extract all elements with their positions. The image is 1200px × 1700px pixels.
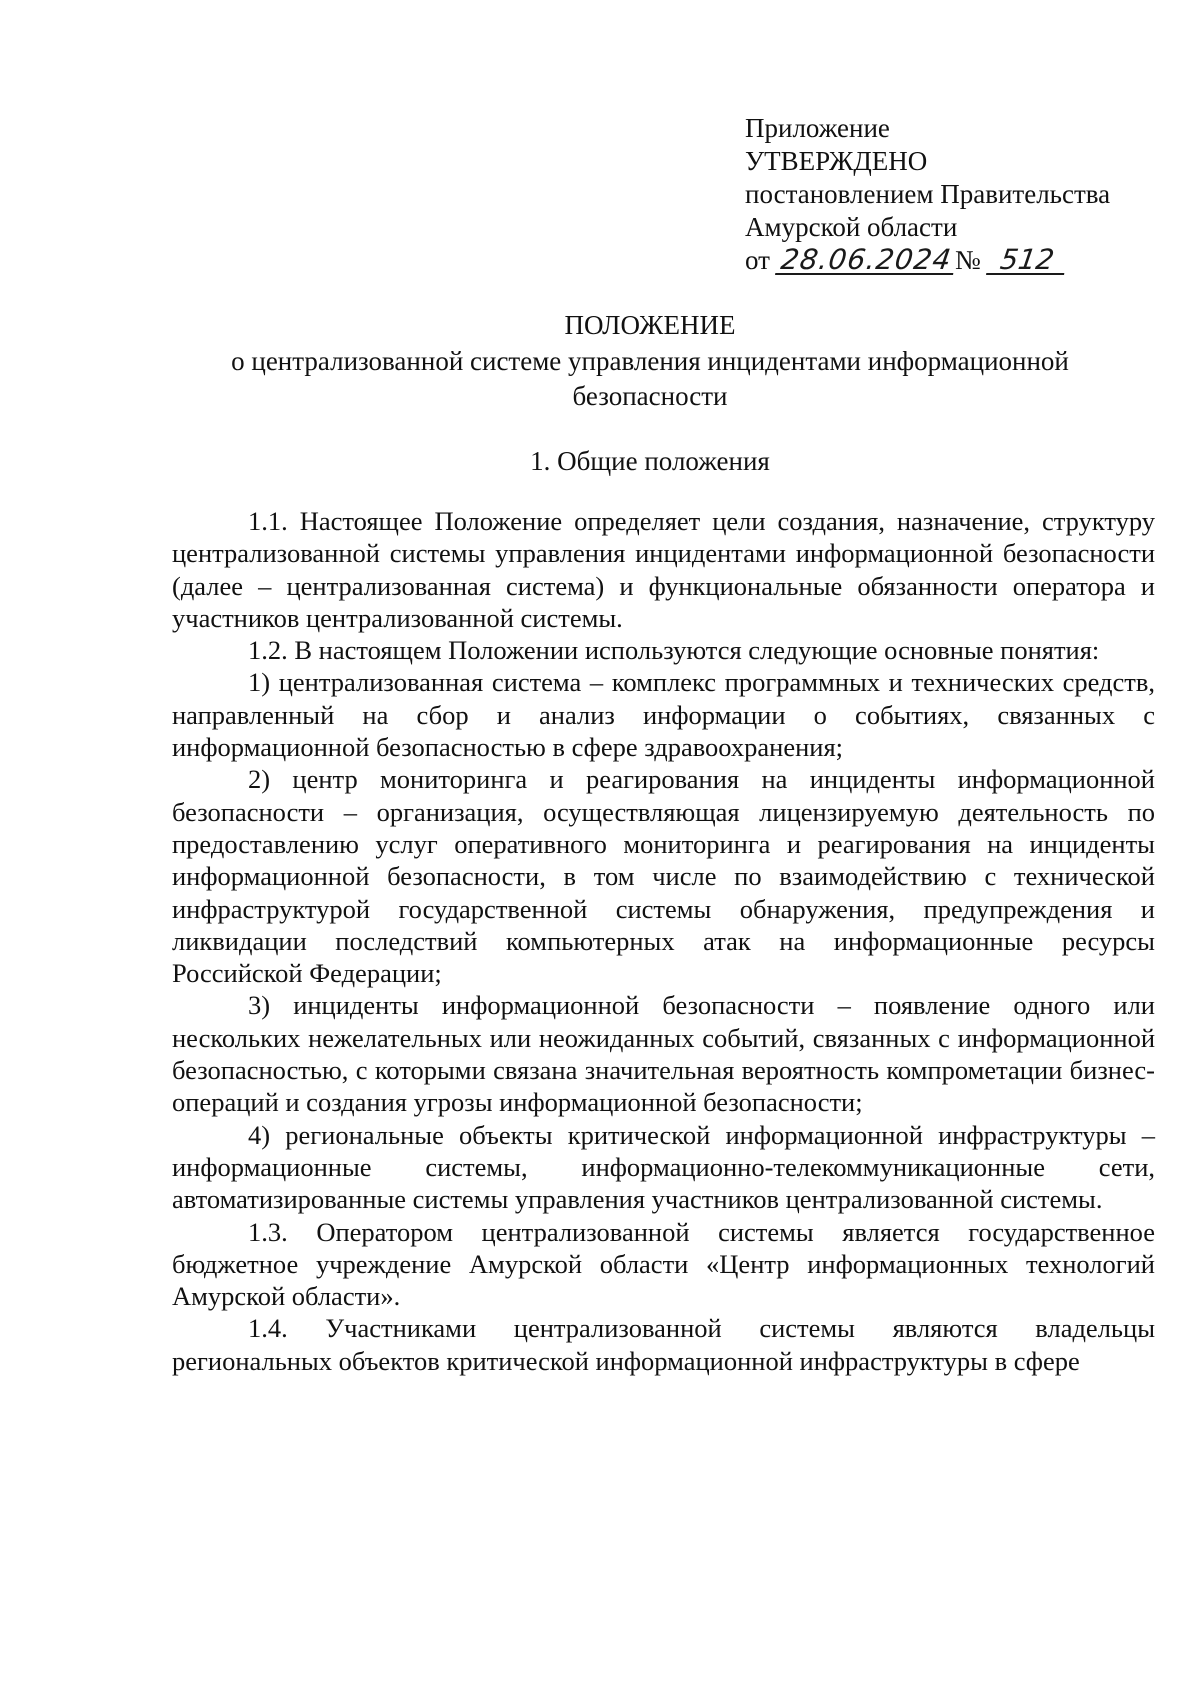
approval-block — [745, 112, 1110, 277]
document-subtitle-line1: о централизованной системе управления инцидентами информационной — [231, 346, 1069, 376]
date-prefix: от — [745, 245, 770, 275]
paragraph-1-4: 1.4. Участниками централизованной системы являются владельцы региональных объектов критической информационной инфраструктуры в сфере — [172, 1313, 1155, 1376]
paragraph-1-2: 1.2. В настоящем Положении используются следующие основные понятия: — [248, 635, 1100, 666]
handwritten-date: 28.06.2024 — [775, 247, 957, 275]
approval-decree-line: постановлением Правительства — [745, 179, 1111, 209]
definition-2: 2) центр мониторинга и реагирования на инциденты информационной безопасности – организация, осуществляющая лицензируемую деятельность по предоставлению услуг оперативного мониторинга и реагирования на инциденты информационной безопасности, в том числе по взаимодействию с технической инфраструктурой государственной системы обнаружения, предупреждения и ликвидации последствий компьютерных атак на информационные ресурсы Российской Федерации; — [172, 764, 1155, 989]
handwritten-number: 512 — [986, 247, 1068, 275]
document-subtitle-line2: безопасности — [572, 381, 728, 411]
definition-1: 1) централизованная система – комплекс программных и технических средств, направленный на сбор и анализ информации о событиях, связанных с информационной безопасностью в сфере здравоохранения; — [172, 667, 1155, 763]
paragraph-1-3: 1.3. Оператором централизованной системы является государственное бюджетное учреждение Амурской области «Центр информационных технологий Амурской области». — [172, 1216, 1155, 1312]
document-title: ПОЛОЖЕНИЕ — [564, 310, 736, 340]
paragraph-1-1: 1.1. Настоящее Положение определяет цели создания, назначение, структуру централизованной системы управления инцидентами информационной безопасности (далее – централизованная система) и функциональные обязанности оператора и участников централизованной системы. — [172, 506, 1155, 633]
number-prefix: № — [955, 245, 981, 275]
definition-4: 4) региональные объекты критической информационной инфраструктуры – информационные системы, информационно-телекоммуникационные сети, автоматизированные системы управления участников централизованной системы. — [172, 1119, 1155, 1215]
approval-date-line — [745, 244, 1110, 277]
document-body — [172, 505, 1155, 1377]
approval-region-line: Амурской области — [745, 212, 958, 242]
approval-appendix-label: Приложение — [745, 113, 890, 143]
approval-approved-label: УТВЕРЖДЕНО — [745, 146, 928, 176]
section-heading: 1. Общие положения — [530, 446, 770, 476]
definition-3: 3) инциденты информационной безопасности – появление одного или нескольких нежелательных или неожиданных событий, связанных с информационной безопасностью, с которыми связана значительная вероятность компрометации бизнес-операций и создания угрозы информационной безопасности; — [172, 990, 1155, 1118]
